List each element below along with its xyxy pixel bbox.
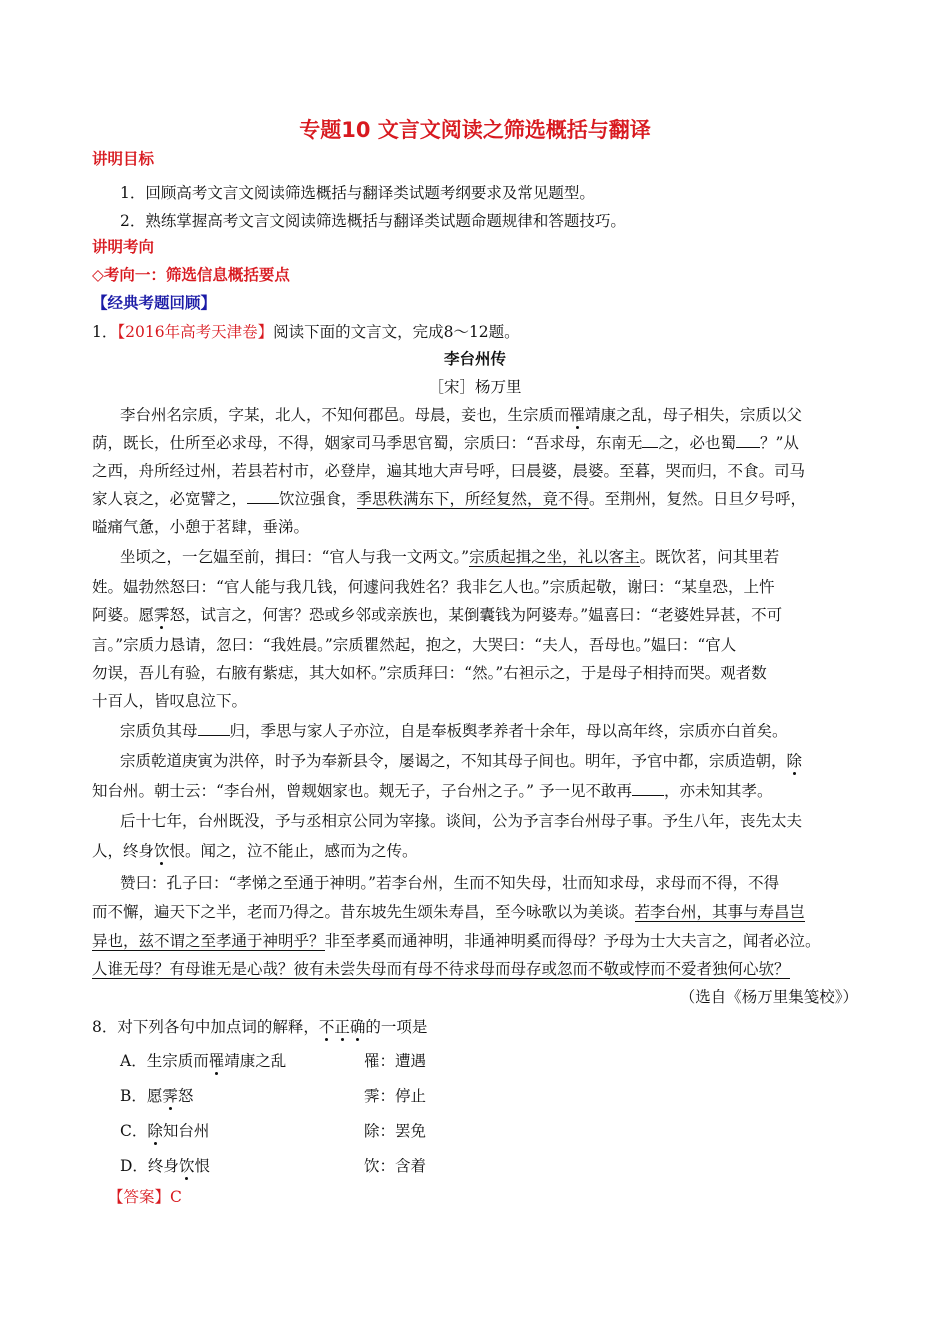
passage-line: 后十七年，台州既没，予与丞相京公同为宰掾。谈间，公为予言李台州母子事。予生八年，丧先太夫 <box>120 812 803 830</box>
q8-gloss-b: 霁：停止 <box>364 1087 427 1105</box>
passage-line: 阿婆。愿霁怒，试言之，何害？恐或乡邻或亲族也，某倒囊钱为阿婆寿。”媪喜曰：“老婆姓异甚，不可 <box>92 606 783 624</box>
q8-option-b: B．愿霁怒 <box>120 1087 194 1105</box>
passage-line: 言。”宗质力恳请，忽曰：“我姓晨。”宗质瞿然起，抱之，大哭曰：“夫人，吾母也。”媪曰：“官人 <box>92 636 737 654</box>
passage-line: 知台州。朝士云：“李台州，曾觌姻家也。觌无子，子台州之子。” 予一见不敢再 ，亦未知其孝。 <box>92 782 773 800</box>
passage-line: 赞曰：孔子曰：“孝悌之至通于神明。”若李台州，生而不知失母，壮而知求母，求母而不得，不得 <box>120 874 780 892</box>
passage-line: 嗌痛气惫，小憩于茗肆，垂涕。 <box>92 518 310 536</box>
passage-line: 姓。媪勃然怒曰：“官人能与我几钱，何遽问我姓名？我非乞人也。”宗质起敬，谢曰：“某皇恐，上忤 <box>92 578 775 596</box>
dotted-word: 饮 <box>178 1157 195 1175</box>
passage-line: 人，终身饮恨。闻之，泣不能止，感而为之传。 <box>92 842 418 860</box>
classic-review-heading: 【经典考题回顾】 <box>92 293 217 312</box>
underlined-sentence: 人谁无母？有母谁无是心哉？彼有未尝失母而有母不待求母而母存或忽而不敬或悖而不爱者独何心欤？ <box>92 960 790 978</box>
passage-line: 坐顷之，一乞媪至前，揖曰：“官人与我一文两文。”宗质起揖之坐，礼以客主。既饮茗，问其里若 <box>120 548 780 566</box>
blank-underline <box>247 488 279 504</box>
q8-stem: 8．对下列各句中加点词的解释，不正确的一项是 <box>92 1018 428 1036</box>
passage-line: 宗质负其母 归，季思与家人子亦泣，自是奉板舆孝养者十余年，母以高年终，宗质亦白首矣。 <box>120 722 788 740</box>
dotted-word: 罹 <box>569 406 586 424</box>
q8-option-c: C．除知台州 <box>120 1122 210 1140</box>
passage-line: 荫，既长，仕所至必求母，不得，姻家司马季思官蜀，宗质曰：“吾求母，东南无 之，必也蜀 ？”从 <box>92 434 799 452</box>
goal-heading: 讲明目标 <box>92 149 155 168</box>
question-intro <box>92 321 520 343</box>
q8-gloss-c: 除：罢免 <box>364 1122 427 1140</box>
passage-line: 而不懈，遍天下之半，老而乃得之。昔东坡先生颂朱寿昌，至今咏歌以为美谈。若李台州，其事与寿昌岂 <box>92 903 806 921</box>
blank-underline <box>632 780 664 796</box>
passage-title: 李台州传 <box>443 350 506 368</box>
dotted-word: 除 <box>147 1122 163 1140</box>
page-title: 专题10 文言文阅读之筛选概括与翻译 <box>299 118 651 142</box>
q8-gloss-d: 饮：含着 <box>364 1157 427 1175</box>
underlined-sentence: 季思秩满东下，所经复然，竟不得 <box>356 490 590 508</box>
dotted-word: 饮 <box>154 842 170 860</box>
passage-line: 李台州名宗质，字某，北人，不知何郡邑。母晨，妾也，生宗质而罹靖康之乱，母子相失，宗质以父 <box>120 406 803 424</box>
goal-item: 1．回顾高考文言文阅读筛选概括与翻译类试题考纲要求及常见题型。 <box>120 184 595 202</box>
q8-gloss-a: 罹：遭遇 <box>364 1052 427 1070</box>
question-prompt: 阅读下面的文言文，完成8～12题。 <box>273 323 520 341</box>
q8-option-d: D．终身饮恨 <box>120 1157 210 1175</box>
underlined-sentence: 若李台州，其事与寿昌岂 <box>634 903 806 921</box>
dotted-word: 除 <box>786 752 803 770</box>
blank-underline <box>198 720 230 736</box>
passage-line: 家人哀之，必宽譬之， 饮泣强食，季思秩满东下，所经复然，竟不得。至荆州，复然。日旦夕号呼， <box>92 490 807 508</box>
passage-line: 勿误，吾儿有验，右腋有紫痣，其大如杯。”宗质拜曰：“然。”右袒示之，于是母子相持而哭。观者数 <box>92 664 767 682</box>
passage-source: （选自《杨万里集笺校》） <box>679 988 858 1006</box>
passage-line <box>92 958 790 980</box>
dotted-word: 霁 <box>154 606 170 624</box>
direction-heading: 讲明考向 <box>92 237 155 256</box>
dotted-word: 罹 <box>208 1052 225 1070</box>
blank-underline <box>642 432 658 448</box>
passage-author: ［宋］杨万里 <box>428 378 522 396</box>
underlined-sentence: 异也，兹不谓之至孝通于神明乎？ <box>92 932 325 950</box>
goal-item: 2．熟练掌握高考文言文阅读筛选概括与翻译类试题命题规律和答题技巧。 <box>120 212 626 230</box>
q8-answer: 【答案】C <box>108 1188 182 1206</box>
q8-option-a: A．生宗质而罹靖康之乱 <box>120 1052 287 1070</box>
passage-line: 之西，舟所经过州，若县若村市，必登岸，遍其地大声号呼，曰晨婆，晨婆。至暮，哭而归，不食。司马 <box>92 462 806 480</box>
passage-line: 异也，兹不谓之至孝通于神明乎？非至孝奚而通神明，非通神明奚而得母？予母为士大夫言之，闻者必泣。 <box>92 932 821 950</box>
dotted-word: 霁 <box>162 1087 178 1105</box>
passage-line: 十百人，皆叹息泣下。 <box>92 692 248 710</box>
passage-line: 宗质乾道庚寅为洪倅，时予为奉新县令，屡谒之，不知其母子间也。明年，予官中都，宗质造朝，除 <box>120 752 803 770</box>
underlined-sentence: 宗质起揖之坐，礼以客主 <box>469 548 640 566</box>
blank-underline <box>736 432 760 448</box>
question-source: 【2016年高考天津卷】 <box>117 323 274 341</box>
question-number: 1． <box>92 323 118 341</box>
direction-one-heading: ◇考向一：筛选信息概括要点 <box>92 265 290 284</box>
